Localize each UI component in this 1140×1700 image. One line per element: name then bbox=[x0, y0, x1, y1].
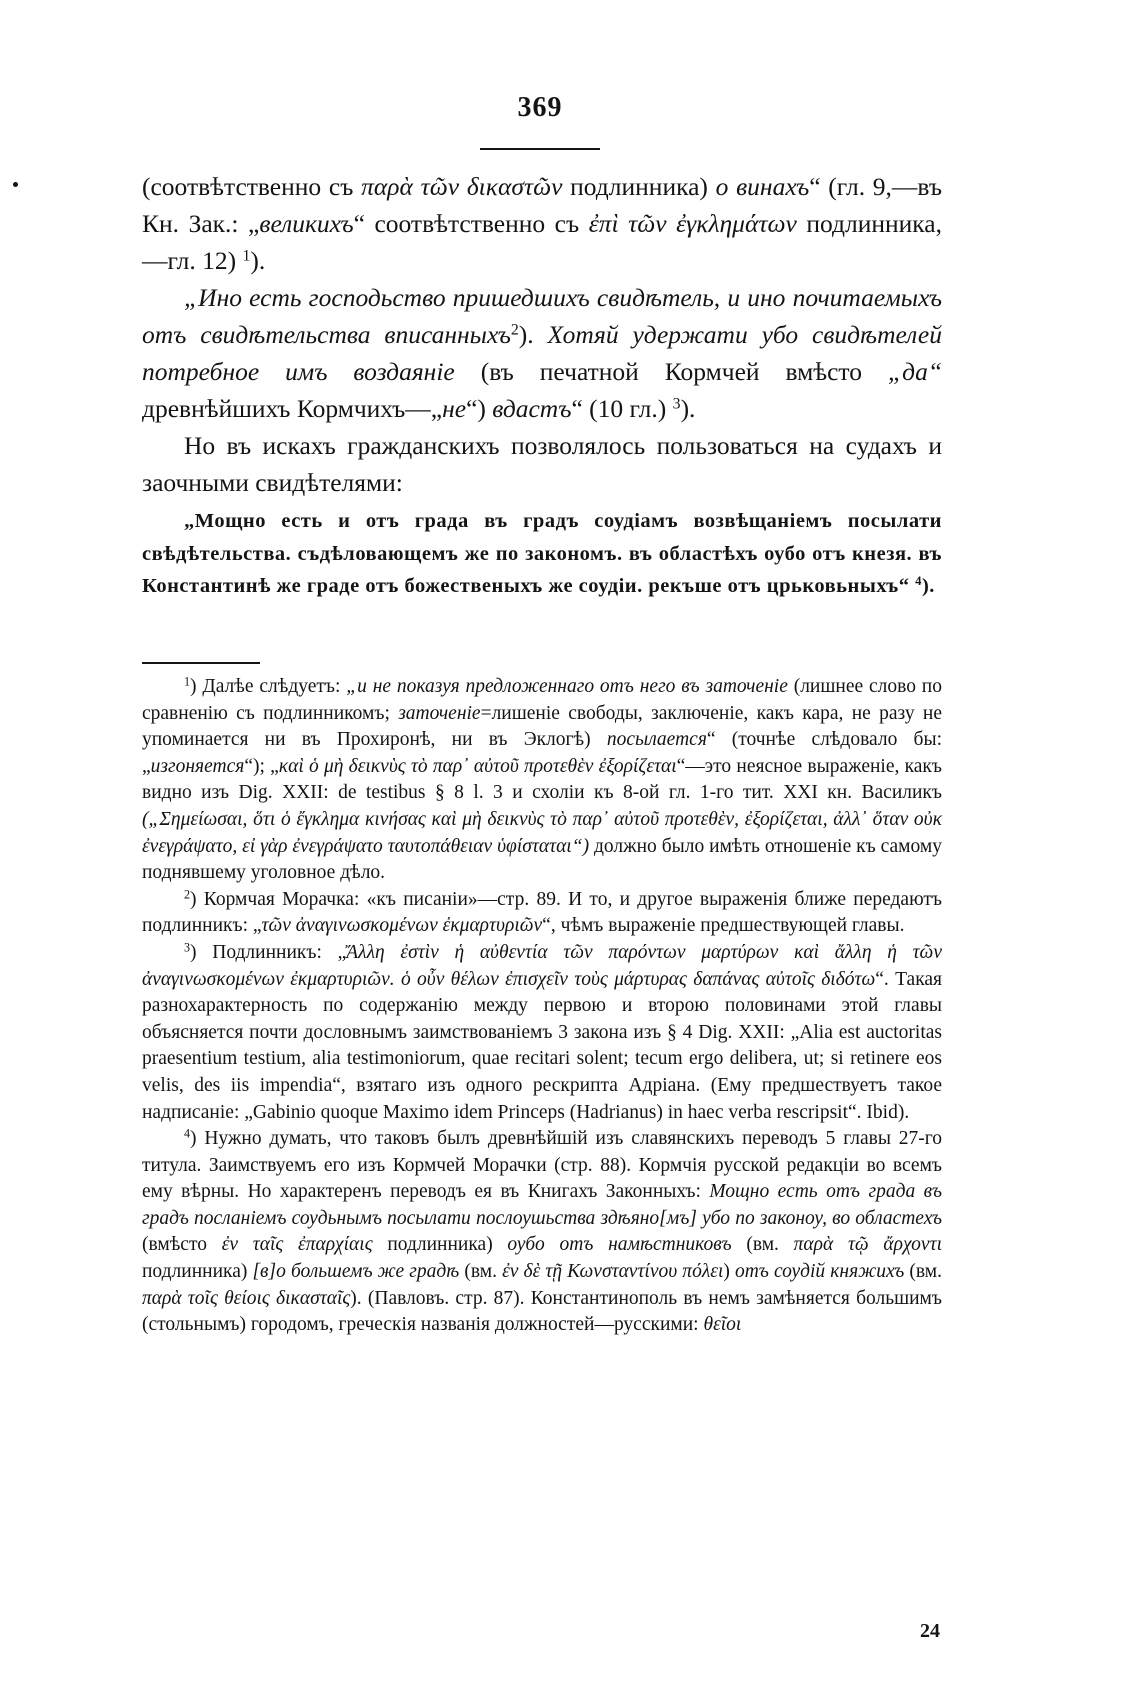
stray-mark bbox=[13, 182, 18, 187]
text-run: (вм. bbox=[731, 1234, 794, 1256]
signature-mark: 24 bbox=[920, 1620, 940, 1642]
text-run: (соотвѣтственно съ bbox=[142, 172, 362, 201]
text-run: “); „ bbox=[244, 755, 279, 777]
greek-text: ἐν ταῖς ἐπαρχίαις bbox=[221, 1234, 373, 1256]
text-run: подлинника) bbox=[372, 1234, 508, 1256]
italic-text: оубо отъ намѣстниковъ bbox=[507, 1234, 732, 1256]
footnote-ref: 4 bbox=[915, 574, 922, 589]
text-run: подлинника,—гл. 12) bbox=[142, 209, 942, 275]
footnote-number: 2 bbox=[184, 887, 191, 902]
footnote-ref: 1 bbox=[242, 247, 251, 265]
text-run: ) Нужно думать, что таковъ былъ древнѣйшій изъ славянскихъ переводъ 5 главы 27-го титула. Заимствуемъ его изъ Кормчей Морачки (стр. 88). Кормчія русской редакціи во всемъ ему вѣрны. Но характеренъ переводъ ея въ Книгахъ Законныхъ: bbox=[142, 1128, 942, 1203]
footnote-4 bbox=[142, 1126, 942, 1339]
italic-text: „Ино есть господьство пришедшихъ свидѣтель, и ино почитаемыхъ отъ свидѣтельства вписанныхъ bbox=[142, 283, 942, 349]
text-run: ) Далѣе слѣдуетъ: bbox=[190, 676, 347, 697]
footnotes bbox=[142, 674, 942, 1339]
greek-text: καὶ ὁ μὴ δεικνὺς τὸ παρ᾿ αὐτοῦ προτεθὲν ἐξορίζεται bbox=[278, 755, 677, 777]
text-run: ) bbox=[723, 1261, 735, 1283]
text-run: (въ печатной Кормчей вмѣсто bbox=[454, 357, 888, 386]
text-run: ). (Павловъ. стр. 87). Константинополь въ немъ замѣняется большимъ (стольнымъ) городомъ, греческія названія должностей—русскими: bbox=[142, 1287, 942, 1336]
italic-text: посылается bbox=[606, 729, 707, 751]
page-number: 369 bbox=[517, 92, 563, 123]
italic-text: заточеніе bbox=[398, 702, 481, 724]
paragraph-1 bbox=[142, 168, 942, 279]
text-run: “ (10 гл.) bbox=[571, 394, 673, 423]
footnote-2 bbox=[142, 887, 942, 940]
greek-text: θεῖοι bbox=[703, 1314, 742, 1336]
footnote-number: 1 bbox=[184, 674, 191, 689]
italic-text: Мощно есть отъ града въ градъ посланіемъ соудьнымъ посылати послоушьства здѣяно[мъ] убо по законоу, во областехъ bbox=[142, 1181, 942, 1229]
greek-text: Ἄλλη ἐστὶν ἡ αὐθεντία τῶν παρόντων μαρτύρων καὶ ἄλλη ἡ τῶν ἀναγινωσκομένων ἐκμαρτυριῶν. ὁ οὖν θέλων ἐπισχεῖν τοὺς μάρτυρας δαπάνας αὐτοῖς διδότω bbox=[142, 941, 942, 990]
italic-text: отъ соудій княжихъ bbox=[734, 1261, 905, 1283]
text-run: “ (точнѣе слѣдовало бы: „ bbox=[142, 729, 942, 777]
text-run: (вм. bbox=[904, 1261, 942, 1283]
italic-text: о винахъ bbox=[715, 172, 810, 201]
greek-text: παρὰ τοῖς θείοις δικασταῖς bbox=[142, 1287, 351, 1309]
footnote-3 bbox=[142, 940, 942, 1126]
text-run: „Мощно есть и отъ града въ градъ соудіамъ возвѣщаніемъ посылати свѣдѣтельства. съдѣловающемъ же по закономъ. въ областѣхъ оубо отъ кнезя. въ Константинѣ же граде отъ божественыхъ же соудіи. рекъше отъ црьковьныхъ“ bbox=[142, 510, 942, 597]
greek-text: παρὰ τῶν δικαστῶν bbox=[361, 172, 563, 201]
paragraph-2 bbox=[142, 279, 942, 427]
text-run: “. Такая разнохарактерность по содержанію между первою и второю половинами этой главы объясняется почти дословнымъ заимствованіемъ 3 закона изъ § 4 Dig. XXII: „Alia est auctoritas praesentium testium, alia testimoniorum, quae recitari solent; tecum ergo delibera, ut; si retinere eos velis, des iis impendia“, взятаго изъ одного рескрипта Адріана. (Ему предшествуетъ такое надписаніе: „Gabinio quoque Maximo idem Princeps (Hadrianus) in haec verba rescripsit“. Ibid). bbox=[142, 968, 942, 1123]
text-run: подлинника) bbox=[142, 1261, 253, 1283]
greek-text: ἐπὶ τῶν ἐγκλημάτων bbox=[588, 209, 797, 238]
text-run: “ (гл. 9,—въ Кн. Зак.: „ bbox=[142, 172, 943, 238]
italic-text: великихъ bbox=[259, 209, 354, 238]
text-run: (вмѣсто bbox=[142, 1234, 222, 1256]
greek-text: τῶν ἀναγινωσκομένων ἐκμαρτυριῶν bbox=[261, 915, 543, 937]
greek-text: παρὰ τῷ ἄρχοντι bbox=[793, 1234, 942, 1256]
text-run: ). bbox=[518, 320, 548, 349]
main-text bbox=[142, 168, 942, 603]
footnote-number: 4 bbox=[184, 1126, 191, 1141]
italic-text: „и не показуя предложеннаго отъ него въ заточеніе bbox=[346, 676, 788, 697]
footnote-1 bbox=[142, 674, 942, 887]
text-run: ). bbox=[250, 246, 266, 275]
greek-text: („Σημείωσαι, ὅτι ὁ ἔγκλημα κινήσας καὶ μὴ δεικνὺς τὸ παρ᾿ αὐτοῦ προτεθὲν, ἐξορίζεται, ἀλλ᾿ ὅταν οὐκ ἐνεγράψατο, εἰ γὰρ ἐνεγράψατο ταυτοπάθειαν ὑφίσταται“) bbox=[142, 808, 942, 857]
text-run: “) bbox=[466, 394, 493, 423]
text-run: ). bbox=[921, 575, 935, 597]
text-run: древнѣйшихъ Кормчихъ—„ bbox=[142, 394, 443, 423]
text-run: (лишнее слово по сравненію съ подлинникомъ; bbox=[142, 676, 942, 724]
italic-text: не bbox=[442, 394, 467, 423]
slavonic-quote bbox=[142, 505, 942, 603]
italic-text: [в]о большемъ же градѣ bbox=[252, 1261, 460, 1283]
italic-text: Хотяй удержати убо свидѣтелей потребное имъ воздаяніе bbox=[142, 320, 942, 386]
text-run: ) Подлинникъ: „ bbox=[190, 941, 347, 963]
text-run: “ соотвѣтственно съ bbox=[353, 209, 589, 238]
text-run: “—это неясное выраженіе, какъ видно изъ Dig. XXII: de testibus § 8 l. 3 и схоліи къ 8-ой гл. 1-го тит. XXI кн. Василикъ bbox=[142, 755, 942, 804]
footnote-ref: 2 bbox=[510, 321, 519, 339]
text-run: “, чѣмъ выраженіе предшествующей главы. bbox=[542, 915, 905, 937]
footnote-number: 3 bbox=[184, 940, 191, 955]
footnote-rule bbox=[142, 662, 260, 664]
text-run: подлинника) bbox=[562, 172, 716, 201]
text-run: должно было имѣть отношеніе къ самому поднявшему уголовное дѣло. bbox=[142, 835, 942, 884]
italic-text: вдастъ bbox=[492, 394, 572, 423]
footnote-ref: 3 bbox=[672, 395, 681, 413]
text-run: (вм. bbox=[459, 1261, 503, 1283]
header-rule bbox=[480, 148, 600, 150]
text-run: ). bbox=[680, 394, 696, 423]
greek-text: ἐν δὲ τῇ Κωνσταντίνου πόλει bbox=[502, 1261, 724, 1283]
paragraph-3: Но въ искахъ гражданскихъ позволялось пользоваться на судахъ и заочными свидѣтелями: bbox=[142, 431, 942, 497]
italic-text: „да“ bbox=[887, 357, 942, 386]
text-run: =лишеніе свободы, заключеніе, какъ кара, не разу не упоминается ни въ Прохиронѣ, ни въ Эклогѣ) bbox=[142, 702, 942, 751]
text-run: ) Кормчая Морачка: «къ писаніи»—стр. 89. И то, и другое выраженія ближе передаютъ подлинникъ: „ bbox=[142, 888, 942, 937]
italic-text: изгоняется bbox=[150, 755, 245, 777]
